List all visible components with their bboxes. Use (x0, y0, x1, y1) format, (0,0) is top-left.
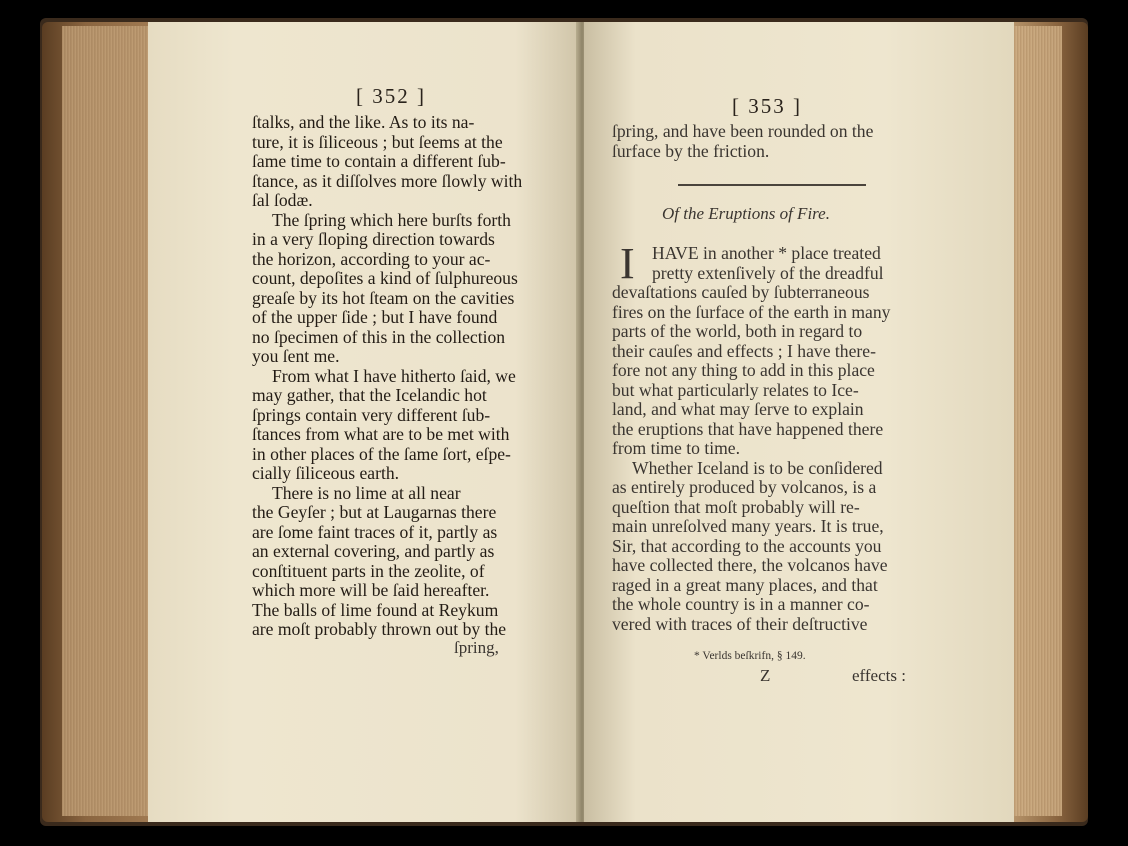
left-page-edges (62, 26, 150, 816)
text-line: vered with traces of their deſtructive (612, 613, 868, 634)
text-line: conſtituent parts in the zeolite, of (252, 560, 485, 581)
right-catchword: effects : (852, 666, 906, 685)
right-page-body (612, 239, 916, 634)
text-line: count, depoſites a kind of ſulphureous (252, 268, 518, 288)
text-line: HAVE in another * place treated (652, 243, 881, 263)
text-line: The ſpring which here burſts forth (272, 209, 511, 230)
text-line: queſtion that moſt probably will re- (612, 496, 860, 517)
text-line: are moſt probably thrown out by the (252, 619, 507, 639)
text-line: greaſe by its hot ſteam on the cavities (252, 287, 515, 308)
text-line: ſprings contain very different ſub- (252, 404, 491, 425)
right-page (584, 22, 1014, 822)
left-catchword: ſpring, (454, 638, 499, 657)
text-line: which more will be ſaid hereafter. (252, 580, 490, 600)
text-line: fore not any thing to add in this place (612, 360, 875, 380)
text-line: ſtances from what are to be met with (252, 424, 510, 444)
text-line: ſame time to contain a different ſub- (252, 151, 506, 171)
text-line: From what I have hitherto ſaid, we (272, 365, 516, 386)
text-line: in a very ſloping direction towards (252, 229, 495, 249)
text-line: from time to time. (612, 438, 741, 458)
text-line: no ſpecimen of this in the collection (252, 326, 506, 347)
text-line: The balls of lime found at Reykum (252, 599, 499, 620)
text-line: you ſent me. (252, 346, 340, 366)
right-page-edges (1012, 26, 1062, 816)
text-line: in other places of the ſame ſort, eſpe- (252, 443, 511, 464)
left-page-number: [ 352 ] (356, 84, 426, 108)
text-line: the Geyſer ; but at Laugarnas there (252, 502, 497, 522)
text-line: an external covering, and partly as (252, 541, 495, 561)
text-line: main unreſolved many years. It is true, (612, 516, 884, 536)
text-line: parts of the world, both in regard to (612, 321, 863, 341)
drop-cap: I (620, 239, 635, 288)
section-rule (678, 184, 866, 186)
text-line: devaſtations cauſed by ſubterraneous (612, 282, 870, 302)
text-line: but what particularly relates to Ice- (612, 379, 859, 400)
text-line: fires on the ſurface of the earth in many (612, 301, 891, 322)
text-line: ſpring, and have been rounded on the (612, 121, 874, 141)
text-line: may gather, that the Icelandic hot (252, 385, 487, 405)
text-line: ſurface by the friction. (612, 140, 770, 161)
text-line: There is no lime at all near (272, 482, 461, 503)
text-line: Sir, that according to the accounts you (612, 535, 882, 556)
text-line: the horizon, according to your ac- (252, 248, 491, 269)
text-line: ſtalks, and the like. As to its na- (252, 112, 475, 132)
text-line: ſal ſodæ. (252, 190, 313, 210)
text-line: ture, it is ſiliceous ; but ſeems at the (252, 131, 503, 152)
text-line: their cauſes and effects ; I have there- (612, 340, 876, 361)
text-line: pretty extenſively of the dreadful (652, 262, 884, 283)
right-page-number: [ 353 ] (732, 94, 802, 118)
text-line: cially ſiliceous earth. (252, 463, 400, 483)
left-page (148, 22, 580, 822)
text-line: ſtance, as it diſſolves more ſlowly with (252, 170, 523, 191)
text-line: Whether Iceland is to be conſidered (632, 457, 883, 478)
text-line: raged in a great many places, and that (612, 574, 878, 595)
text-line: are ſome faint traces of it, partly as (252, 521, 498, 542)
left-page-body (252, 113, 546, 640)
text-line: have collected there, the volcanos have (612, 555, 888, 575)
text-line: of the upper ſide ; but I have found (252, 307, 498, 327)
text-line: the eruptions that have happened there (612, 418, 884, 439)
section-heading: Of the Eruptions of Fire. (662, 204, 830, 223)
signature-mark: Z (760, 666, 771, 685)
right-page-top-text (612, 122, 916, 161)
text-line: the whole country is in a manner co- (612, 594, 870, 614)
footnote: * Verlds beſkrifn, § 149. (694, 650, 806, 662)
text-line: land, and what may ſerve to explain (612, 399, 864, 419)
text-line: as entirely produced by volcanos, is a (612, 477, 877, 497)
